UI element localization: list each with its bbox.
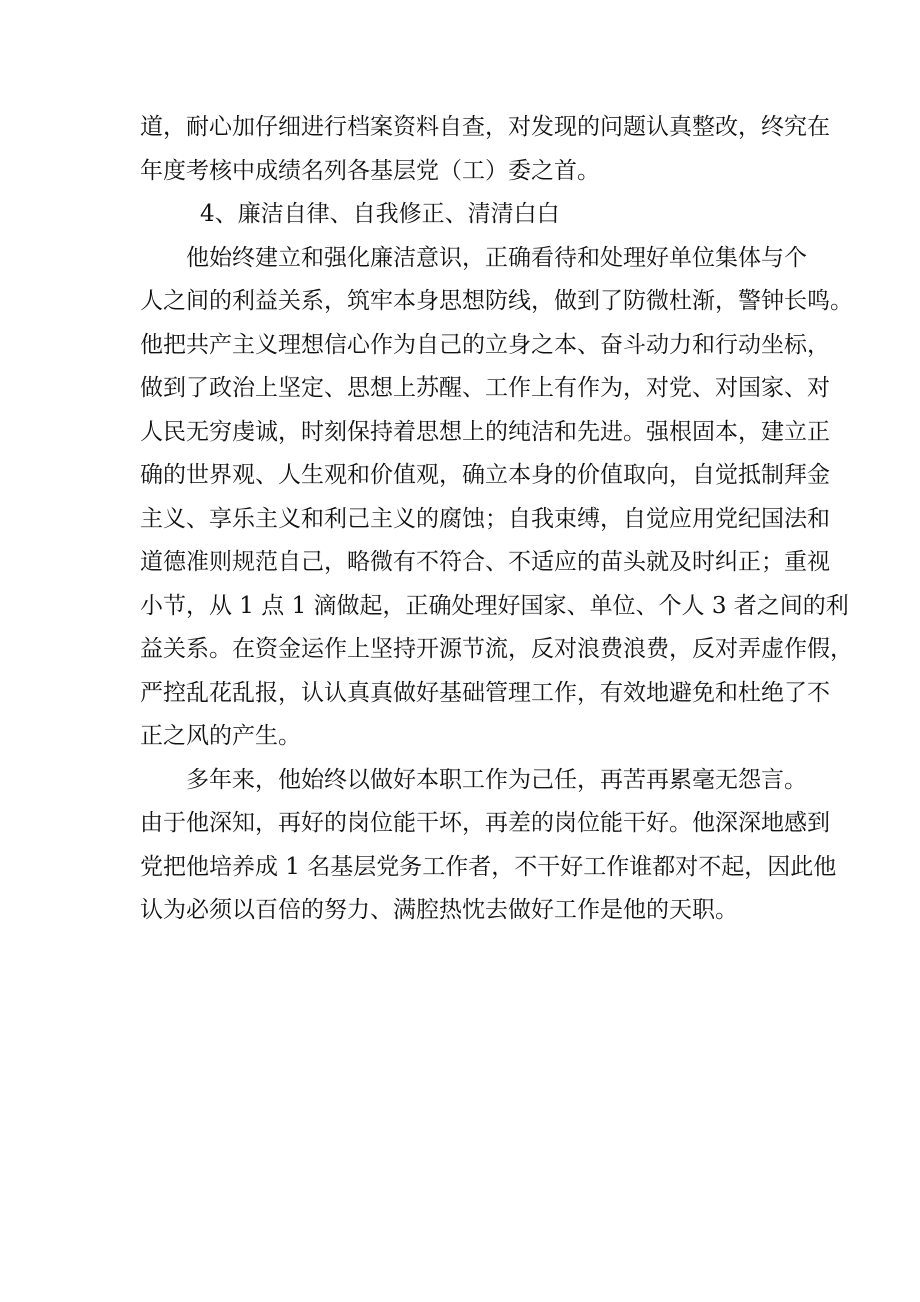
text-line: 他始终建立和强化廉洁意识，正确看待和处理好单位集体与个 [186, 244, 807, 271]
paragraph-2 [140, 237, 853, 759]
text-line: 小节，从 1 点 1 滴做起，正确处理好国家、单位、个人 3 者之间的利 [140, 592, 849, 619]
text-line: 由于他深知，再好的岗位能干坏，再差的岗位能干好。他深深地感到 [140, 810, 830, 836]
text-line: 严控乱花乱报，认认真真做好基础管理工作，有效地避免和杜绝了不 [140, 679, 830, 706]
text-line: 人之间的利益关系，筑牢本身思想防线，做到了防微杜渐，警钟长鸣。 [140, 288, 853, 314]
text-line: 人民无穷虔诚，时刻保持着思想上的纯洁和先进。强根固本，建立正 [140, 418, 830, 445]
text-line: 益关系。在资金运作上坚持开源节流，反对浪费浪费，反对弄虚作假， [140, 636, 853, 662]
text-line: 年度考核中成绩名列各基层党（工）委之首。 [140, 157, 600, 184]
text-line: 道，耐心加仔细进行档案资料自查，对发现的问题认真整改，终究在 [140, 114, 830, 140]
text-line: 认为必须以百倍的努力、满腔热忱去做好工作是他的天职。 [140, 897, 738, 923]
paragraph-3 [140, 759, 837, 933]
text-line: 正之风的产生。 [140, 723, 301, 749]
text-line: 道德准则规范自己，略微有不符合、不适应的苗头就及时纠正；重视 [140, 549, 830, 575]
document-page [140, 106, 853, 933]
text-line: 主义、享乐主义和利己主义的腐蚀；自我束缚，自觉应用党纪国法和 [140, 505, 830, 532]
section-heading: 4、廉洁自律、自我修正、清清白白 [200, 201, 560, 227]
paragraph-1 [140, 106, 830, 193]
text-line: 他把共产主义理想信心作为自己的立身之本、奋斗动力和行动坐标， [140, 331, 830, 358]
text-line: 确的世界观、人生观和价值观，确立本身的价值取向，自觉抵制拜金 [140, 462, 830, 488]
text-line: 党把他培养成 1 名基层党务工作者，不干好工作谁都对不起，因此他 [140, 853, 837, 880]
text-line: 做到了政治上坚定、思想上苏醒、工作上有作为，对党、对国家、对 [140, 375, 830, 401]
text-line: 多年来，他始终以做好本职工作为己任，再苦再累毫无怨言。 [186, 766, 807, 793]
